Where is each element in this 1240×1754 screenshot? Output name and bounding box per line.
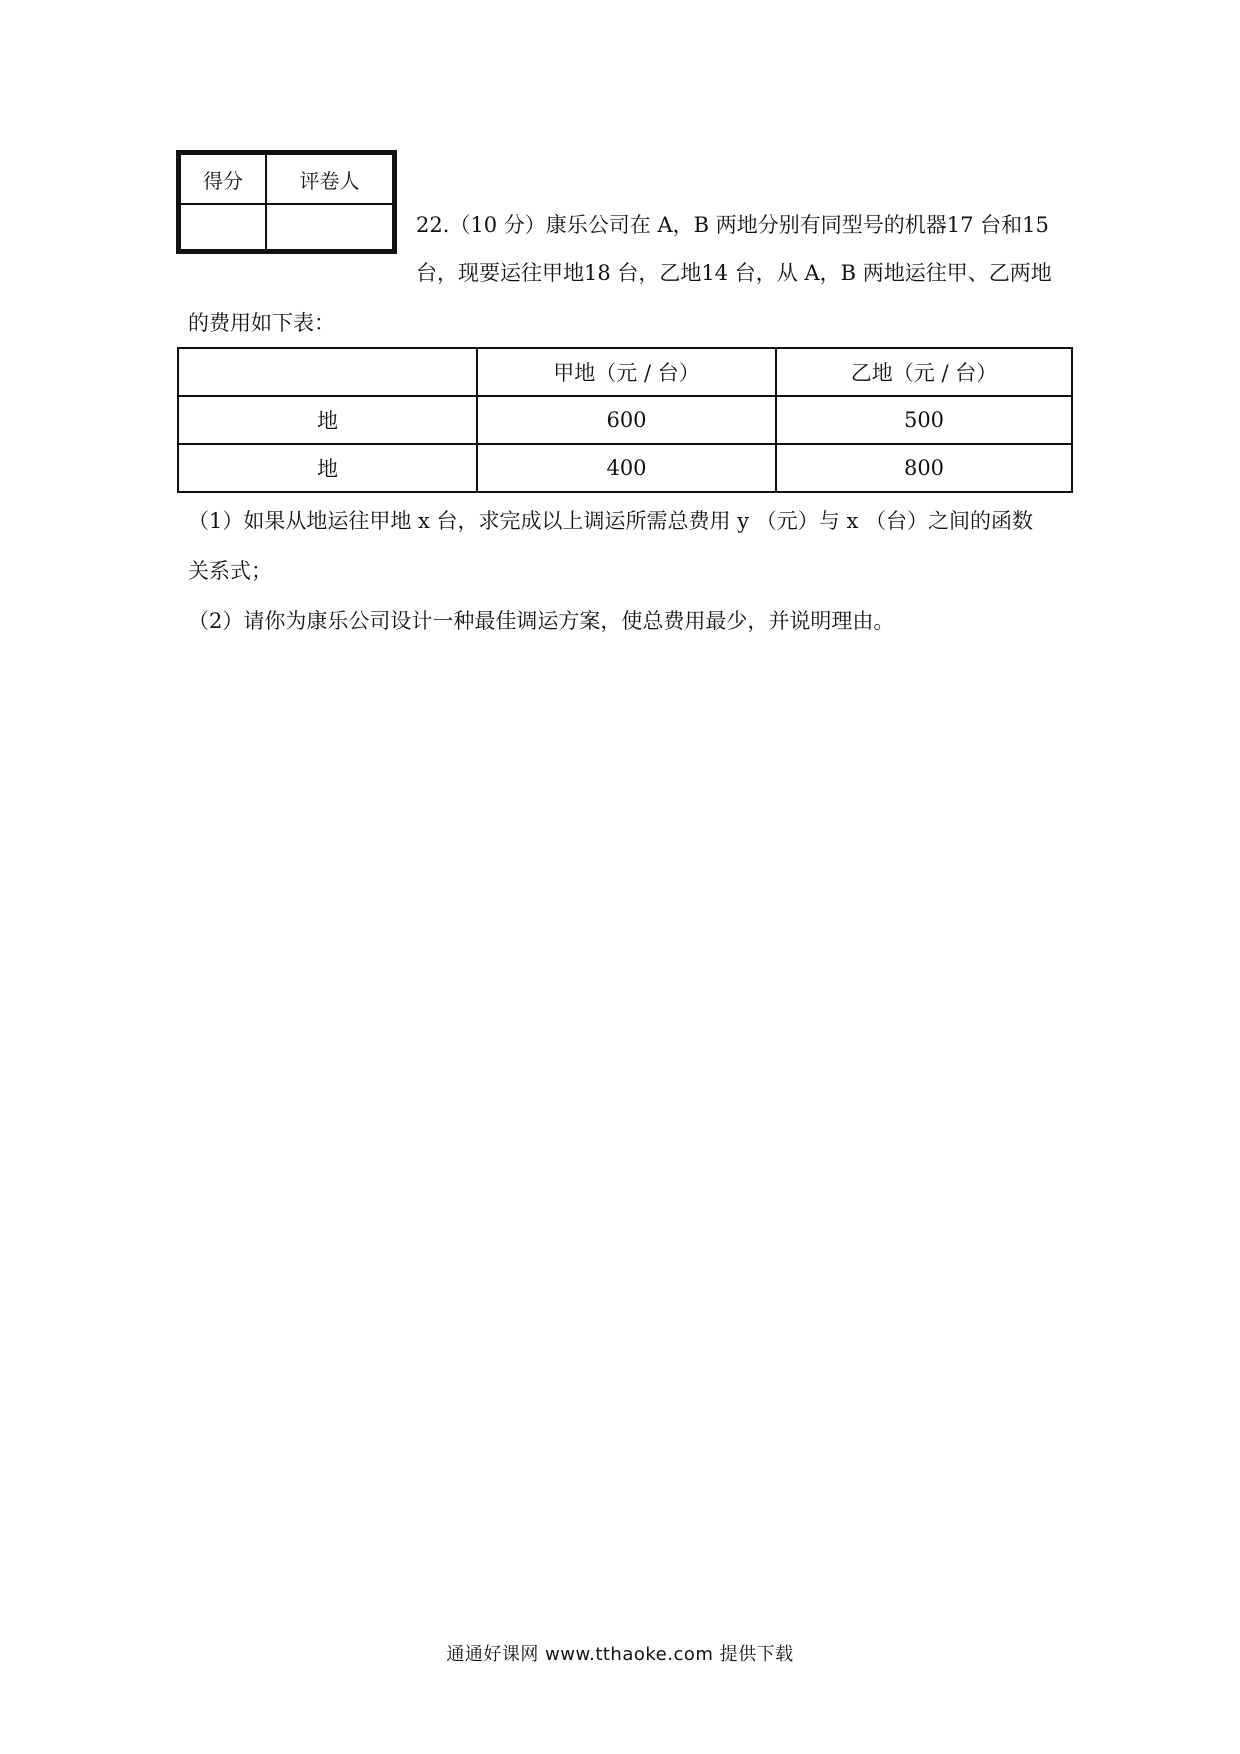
- table-cell: 600: [477, 396, 776, 444]
- part-1-line-2: 关系式；: [188, 559, 272, 583]
- table-row: [178, 396, 1072, 444]
- table-cell: 地: [178, 396, 477, 444]
- table-cell: 地: [178, 444, 477, 492]
- part-1-line-1: （1）如果从地运往甲地 x 台，求完成以上调运所需总费用 y （元）与 x （台）之间的函数: [188, 509, 1033, 533]
- score-box: [176, 150, 397, 254]
- question-line-3: 的费用如下表：: [188, 311, 335, 335]
- page-footer: 通通好课网 www.tthaoke.com 提供下载: [446, 1644, 794, 1665]
- cost-table: [177, 347, 1073, 493]
- grader-label: 评卷人: [266, 154, 393, 204]
- part-2-line: （2）请你为康乐公司设计一种最佳调运方案，使总费用最少，并说明理由。: [188, 609, 895, 633]
- table-header-cell: 乙地（元 / 台）: [776, 348, 1072, 396]
- score-cell: [180, 204, 266, 250]
- table-cell: 500: [776, 396, 1072, 444]
- grader-cell: [266, 204, 393, 250]
- table-row: [178, 444, 1072, 492]
- score-label: 得分: [180, 154, 266, 204]
- table-header-cell: [178, 348, 477, 396]
- table-cell: 400: [477, 444, 776, 492]
- table-header-cell: 甲地（元 / 台）: [477, 348, 776, 396]
- question-line-2: 台，现要运往甲地18 台，乙地14 台，从 A，B 两地运往甲、乙两地: [416, 261, 1052, 285]
- table-cell: 800: [776, 444, 1072, 492]
- question-line-1: 22.（10 分）康乐公司在 A，B 两地分别有同型号的机器17 台和15: [416, 213, 1049, 237]
- table-header-row: [178, 348, 1072, 396]
